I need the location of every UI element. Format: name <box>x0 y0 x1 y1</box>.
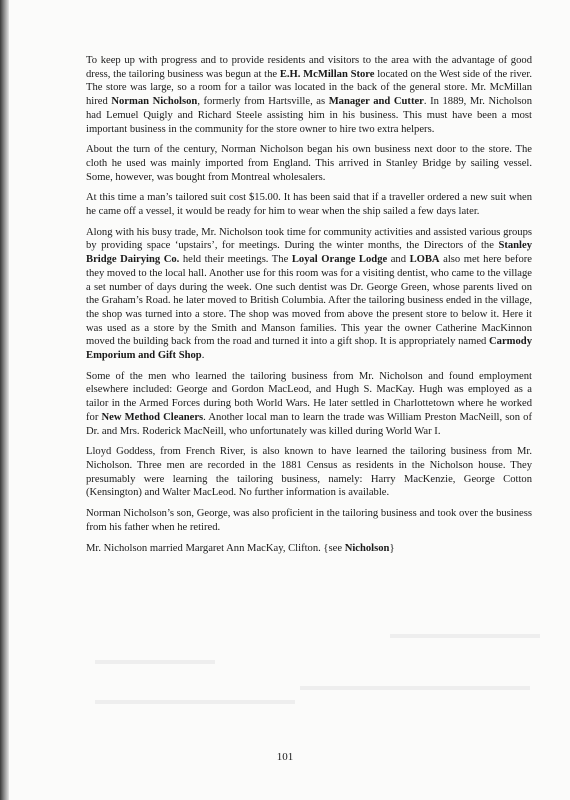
page-binding-edge <box>0 0 9 800</box>
bleed-through-mark <box>95 660 215 664</box>
text-run: } <box>389 542 395 554</box>
text-run: Lloyd Goddess, from French River, is also known to have learned the tailoring business from Mr. Nicholson. Three men are recorded in the 1881 Census as residents in the Nicholson house. They presumably were learning the tailoring business, namely: Harry MacKenzie, George Cotton (Kensington) and Walter MacLeod. No further information is available. <box>86 446 532 499</box>
text-run: Mr. Nicholson married Margaret Ann MacKay, Clifton. {see <box>86 542 345 554</box>
bold-text-run: Carmody Emporium and Gift Shop <box>86 336 532 362</box>
text-run: held their meetings. The <box>179 254 292 266</box>
bold-text-run: Loyal Orange Lodge <box>291 254 388 266</box>
bleed-through-mark <box>300 686 530 690</box>
text-run: also met here before they moved to the local hall. Another use for this room was for a visiting dentist, who came to the village a set number of days during the week. One such dentist was Dr. George Green, whose parents lived on the Graham’s Road. he later moved to British Columbia. After the tailoring business ended in the village, the shop was turned into a store. The shop was moved from above the present store to below it. Here it was used as a store by the Smith and Manson families. This year the owner Catherine MacKinnon moved the building back from the road and turned it into a gift shop. It is appropriately named <box>86 254 532 348</box>
text-run: . In 1889, Mr. Nicholson had Lemuel Quigly and Richard Steele assisting him in his business. This must have been a most important business in the community for the store owner to hire two extra helpers. <box>86 96 533 135</box>
bleed-through-mark <box>95 700 295 704</box>
paragraph <box>86 191 532 218</box>
text-run: . <box>201 350 205 362</box>
bleed-through-mark <box>390 634 540 638</box>
text-run: and <box>387 254 410 266</box>
page-body-text <box>86 54 532 555</box>
bold-text-run: Stanley Bridge Dairying Co. <box>86 240 532 266</box>
text-run: Norman Nicholson’s son, George, was also proficient in the tailoring business and took over the business from his father when he retired. <box>86 508 532 533</box>
text-run: Along with his busy trade, Mr. Nicholson took time for community activities and assisted various groups by providing space ‘upstairs’, for meetings. During the winter months, the Directors of the <box>86 226 532 252</box>
bold-text-run: LOBA <box>409 254 440 266</box>
bold-text-run: E.H. McMillan Store <box>279 68 375 80</box>
paragraph <box>86 445 532 500</box>
text-run: At this time a man’s tailored suit cost $15.00. It has been said that if a traveller ordered a new suit when he came off a vessel, it would be ready for him to wear when the ship sailed a few days later. <box>86 192 532 218</box>
paragraph <box>86 542 532 556</box>
paragraph <box>86 143 532 184</box>
text-run: Some of the men who learned the tailoring business from Mr. Nicholson and found employment elsewhere included: George and Gordon MacLeod, and Hugh S. MacKay. Hugh was employed as a tailor in the Armed Forces during both World Wars. He later settled in Charlottetown where he worked for <box>86 370 532 423</box>
bold-text-run: Manager and Cutter <box>328 96 424 108</box>
text-run: located on the West side of the river. The store was large, so a room for a tailor was located in the back of the general store. Mr. McMillan hired <box>86 68 532 108</box>
paragraph <box>86 226 532 363</box>
paragraph <box>86 54 532 136</box>
paragraph <box>86 370 532 439</box>
text-run: . Another local man to learn the trade was William Preston MacNeill, son of Dr. and Mrs. Roderick MacNeill, who unfortunately was killed during World War I. <box>86 411 532 437</box>
text-run: About the turn of the century, Norman Nicholson began his own business next door to the store. The cloth he used was mainly imported from England. This arrived in Stanley Bridge by sailing vessel. Some, however, was bought from Montreal wholesalers. <box>86 144 532 183</box>
page-number: 101 <box>276 751 294 763</box>
bold-text-run: Nicholson <box>344 542 390 554</box>
paragraph <box>86 507 532 534</box>
text-run: , formerly from Hartsville, as <box>197 96 329 108</box>
text-run: To keep up with progress and to provide residents and visitors to the area with the advantage of good dress, the tailoring business was begun at the <box>86 55 532 80</box>
bold-text-run: New Method Cleaners <box>101 411 204 423</box>
bold-text-run: Norman Nicholson <box>111 96 198 108</box>
